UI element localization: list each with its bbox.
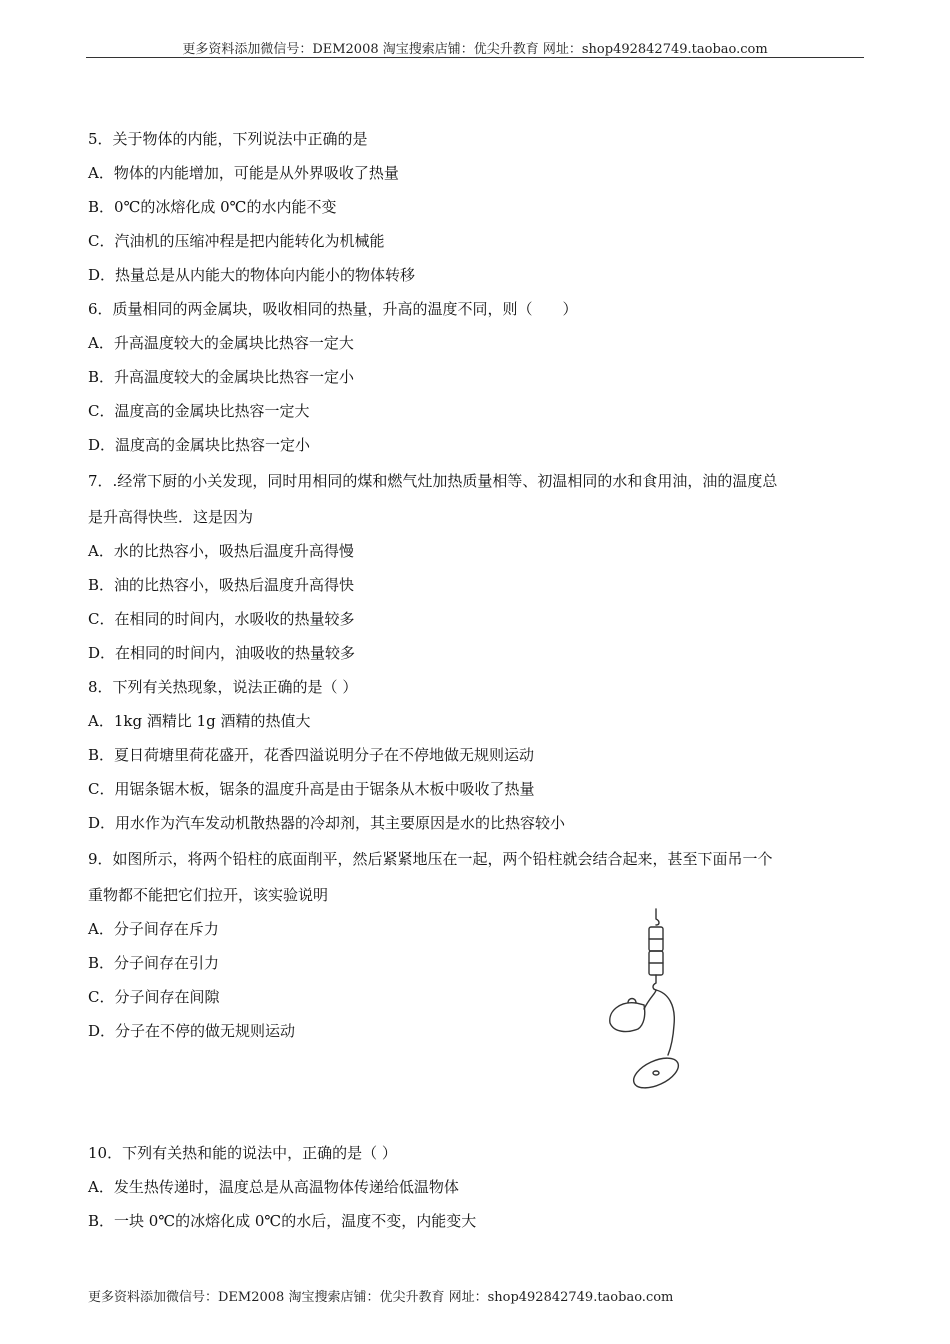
question-6-stem: 6．质量相同的两金属块，吸收相同的热量，升高的温度不同，则（ ） [88, 300, 578, 318]
stand-arm [656, 990, 674, 1055]
question-10-option-b: B．一块 0℃的冰熔化成 0℃的水后，温度不变，内能变大 [88, 1212, 477, 1230]
question-6-option-c: C．温度高的金属块比热容一定大 [88, 402, 310, 420]
question-7-option-c: C．在相同的时间内，水吸收的热量较多 [88, 610, 355, 628]
question-8-stem: 8．下列有关热现象，说法正确的是（ ） [88, 678, 358, 696]
question-7-option-d: D．在相同的时间内，油吸收的热量较多 [88, 644, 356, 662]
stand-base [629, 1052, 683, 1094]
spacer [88, 1048, 868, 1092]
page-header: 更多资料添加微信号：DEM2008 淘宝搜索店铺：优尖升教育 网址：shop492842749.taobao.com [182, 42, 768, 57]
question-9-option-b: B．分子间存在引力 [88, 954, 220, 972]
hanging-weight [610, 1003, 645, 1032]
question-7-option-a: A．水的比热容小，吸热后温度升高得慢 [88, 542, 354, 560]
lead-cylinder-apparatus-figure [598, 905, 698, 1095]
question-6-option-d: D．温度高的金属块比热容一定小 [88, 436, 311, 454]
question-10-option-a: A．发生热传递时，温度总是从高温物体传递给低温物体 [88, 1178, 459, 1196]
page-footer: 更多资料添加微信号：DEM2008 淘宝搜索店铺：优尖升教育 网址：shop492842749.taobao.com [88, 1290, 674, 1305]
question-5-option-c: C．汽油机的压缩冲程是把内能转化为机械能 [88, 232, 385, 250]
question-6-option-b: B．升高温度较大的金属块比热容一定小 [88, 368, 355, 386]
question-8-option-b: B．夏日荷塘里荷花盛开，花香四溢说明分子在不停地做无规则运动 [88, 746, 535, 764]
question-8-option-d: D．用水作为汽车发动机散热器的冷却剂，其主要原因是水的比热容较小 [88, 814, 566, 832]
question-9-option-c: C．分子间存在间隙 [88, 988, 220, 1006]
question-9-option-d: D．分子在不停的做无规则运动 [88, 1022, 296, 1040]
question-7-option-b: B．油的比热容小，吸热后温度升高得快 [88, 576, 355, 594]
spacer [88, 1092, 868, 1136]
question-10-stem: 10．下列有关热和能的说法中，正确的是（ ） [88, 1144, 397, 1162]
question-8-option-c: C．用锯条锯木板，锯条的温度升高是由于锯条从木板中吸收了热量 [88, 780, 535, 798]
top-hook [656, 909, 659, 925]
question-6-option-a: A．升高温度较大的金属块比热容一定大 [88, 334, 354, 352]
question-9-stem: 9．如图所示，将两个铅柱的底面削平，然后紧紧地压在一起，两个铅柱就会结合起来，甚至下面吊一个 [88, 850, 773, 868]
question-5-option-b: B．0℃的冰熔化成 0℃的水内能不变 [88, 198, 337, 216]
question-list [88, 122, 868, 1238]
question-5-stem: 5．关于物体的内能，下列说法中正确的是 [88, 130, 368, 148]
question-9-stem-cont: 重物都不能把它们拉开，该实验说明 [88, 886, 329, 904]
header-divider [86, 57, 864, 58]
question-8-option-a: A．1kg 酒精比 1g 酒精的热值大 [88, 712, 311, 730]
question-7-stem: 7．.经常下厨的小关发现，同时用相同的煤和燃气灶加热质量相等、初温相同的水和食用油，油的温度总 [88, 472, 778, 490]
question-7-stem-cont: 是升高得快些．这是因为 [88, 508, 254, 526]
question-5-option-a: A．物体的内能增加，可能是从外界吸收了热量 [88, 164, 399, 182]
lower-hook [653, 975, 656, 990]
question-5-option-d: D．热量总是从内能大的物体向内能小的物体转移 [88, 266, 416, 284]
question-9-option-a: A．分子间存在斥力 [88, 920, 219, 938]
